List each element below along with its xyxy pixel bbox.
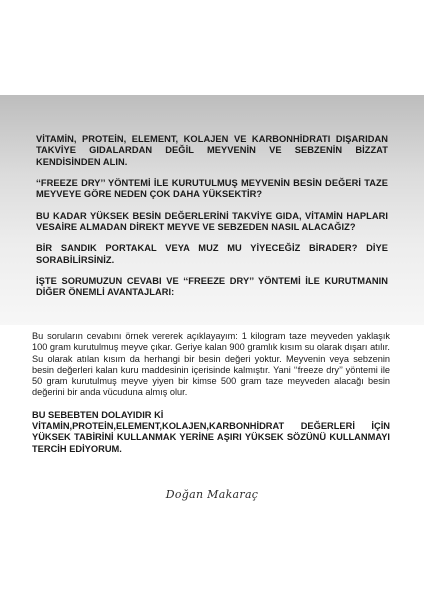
conclusion-line-1: BU SEBEBTEN DOLAYIDIR Kİ (32, 409, 164, 420)
intro-paragraph-3: BU KADAR YÜKSEK BESİN DEĞERLERİNİ TAKVİYE GIDA, VİTAMİN HAPLARI VESAİRE ALMADAN DİREKT MEYVE VE SEBZEDEN NASIL ALACAĞIZ? (36, 210, 388, 233)
intro-paragraph-4: BİR SANDIK PORTAKAL VEYA MUZ MU YİYECEĞİZ BİRADER? DİYE SORABİLİRSİNİZ. (36, 243, 388, 265)
conclusion-paragraph (32, 410, 390, 455)
intro-paragraph-2: ‘‘FREEZE DRY’’ YÖNTEMİ İLE KURUTULMUŞ MEYVENİN BESİN DEĞERİ TAZE MEYVEYE GÖRE NEDEN ÇOK DAHA YÜKSEKTİR? (36, 178, 388, 200)
intro-section (36, 134, 388, 308)
intro-paragraph-5: İŞTE SORUMUZUN CEVABI VE ‘‘FREEZE DRY’’ YÖNTEMİ İLE KURUTMANIN DİĞER ÖNEMLİ AVANTAJLARI: (36, 275, 388, 298)
conclusion-line-2: VİTAMİN,PROTEİN,ELEMENT,KOLAJEN,KARBONHİDRAT DEĞERLERİ İÇİN YÜKSEK TABİRİNİ KULLANMAK YERİNE AŞIRI YÜKSEK SÖZÜNÜ KULLANMAYI TERCİH EDİYORUM. (32, 421, 390, 454)
author-signature: Doğan Makaraç (165, 488, 259, 501)
intro-paragraph-1: VİTAMİN, PROTEİN, ELEMENT, KOLAJEN VE KARBONHİDRATI DIŞARIDAN TAKVİYE GIDALARDAN DEĞİL MEYVENİN VE SEBZENİN BİZZAT KENDİSİNDEN ALIN. (36, 134, 388, 167)
explanation-paragraph: Bu soruların cevabını örnek vererek açıklayayım: 1 kilogram taze meyveden yaklaşık 100 gram kurutulmuş meyve çıkar. Geriye kalan 900 gramlık kısım su olarak dışarı atılır. Su olarak atılan kısım da herhangi bir besin değeri yoktur. Meyvenin veya sebzenin besin değerleri kalan kuru maddesinin içerisinde kalmıştır. Yani ‘‘freeze dry’’ yöntemi ile 50 gram kurutulmuş meyve yiyen bir kimse 500 gram taze meyveden alacağı besin değerini bir anda vücuduna almış olur. (32, 331, 390, 398)
explanation-section (32, 331, 390, 455)
